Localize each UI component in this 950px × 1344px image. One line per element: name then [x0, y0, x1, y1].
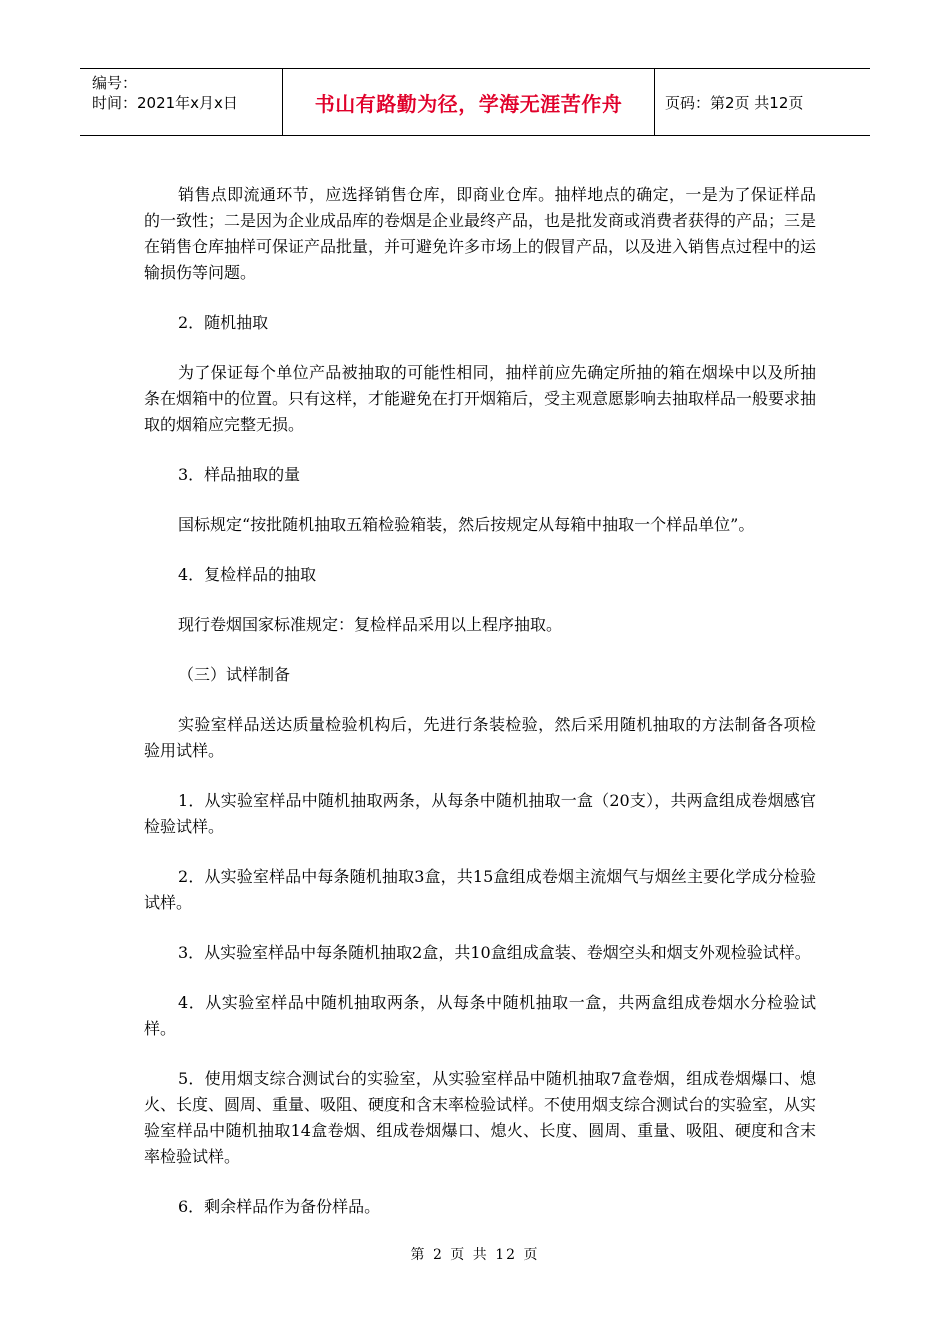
paragraph: 国标规定“按批随机抽取五箱检验箱装，然后按规定从每箱中抽取一个样品单位”。: [178, 515, 755, 534]
list-item: 5．使用烟支综合测试台的实验室，从实验室样品中随机抽取7盒卷烟，组成卷烟爆口、熄火、长度、圆周、重量、吸阻、硬度和含末率检验试样。不使用烟支综合测试台的实验室，从实验室样品中随机抽取14盒卷烟、组成卷烟爆口、熄火、长度、圆周、重量、吸阻、硬度和含末率检验试样。: [144, 1069, 817, 1166]
section-heading: 4．复检样品的抽取: [178, 565, 317, 584]
list-item: 6．剩余样品作为备份样品。: [178, 1197, 381, 1216]
time-label: 时间：2021年x月x日: [92, 94, 238, 112]
list-item: 1．从实验室样品中随机抽取两条，从每条中随机抽取一盒（20支），共两盒组成卷烟感官检验试样。: [144, 791, 816, 836]
header-motto: 书山有路勤为径，学海无涯苦作舟: [283, 69, 655, 135]
header-page-info: 页码：第2页 共12页: [665, 93, 804, 112]
page-footer: 第 2 页 共 12 页: [410, 1247, 540, 1263]
header-meta: [80, 69, 283, 135]
paragraph: 为了保证每个单位产品被抽取的可能性相同，抽样前应先确定所抽的箱在烟垛中以及所抽条在烟箱中的位置。只有这样，才能避免在打开烟箱后，受主观意愿影响去抽取样品一般要求抽取的烟箱应完整无损。: [144, 363, 817, 434]
list-item: 4．从实验室样品中随机抽取两条，从每条中随机抽取一盒，共两盒组成卷烟水分检验试样。: [144, 993, 816, 1038]
page-header: [80, 68, 870, 136]
section-heading: 2．随机抽取: [178, 313, 269, 332]
paragraph: 销售点即流通环节，应选择销售仓库，即商业仓库。抽样地点的确定，一是为了保证样品的一致性；二是因为企业成品库的卷烟是企业最终产品，也是批发商或消费者获得的产品；三是在销售仓库抽样可保证产品批量，并可避免许多市场上的假冒产品，以及进入销售点过程中的运输损伤等问题。: [144, 185, 817, 282]
document-body: [144, 182, 816, 1244]
paragraph: 现行卷烟国家标准规定：复检样品采用以上程序抽取。: [178, 615, 563, 634]
list-item: 3．从实验室样品中每条随机抽取2盒，共10盒组成盒装、卷烟空头和烟支外观检验试样。: [178, 943, 811, 962]
section-heading: 3．样品抽取的量: [178, 465, 301, 484]
number-label: 编号：: [92, 74, 138, 92]
section-heading: （三）试样制备: [178, 665, 291, 684]
paragraph: 实验室样品送达质量检验机构后，先进行条装检验，然后采用随机抽取的方法制备各项检验用试样。: [144, 715, 816, 760]
list-item: 2．从实验室样品中每条随机抽取3盒，共15盒组成卷烟主流烟气与烟丝主要化学成分检验试样。: [144, 867, 816, 912]
